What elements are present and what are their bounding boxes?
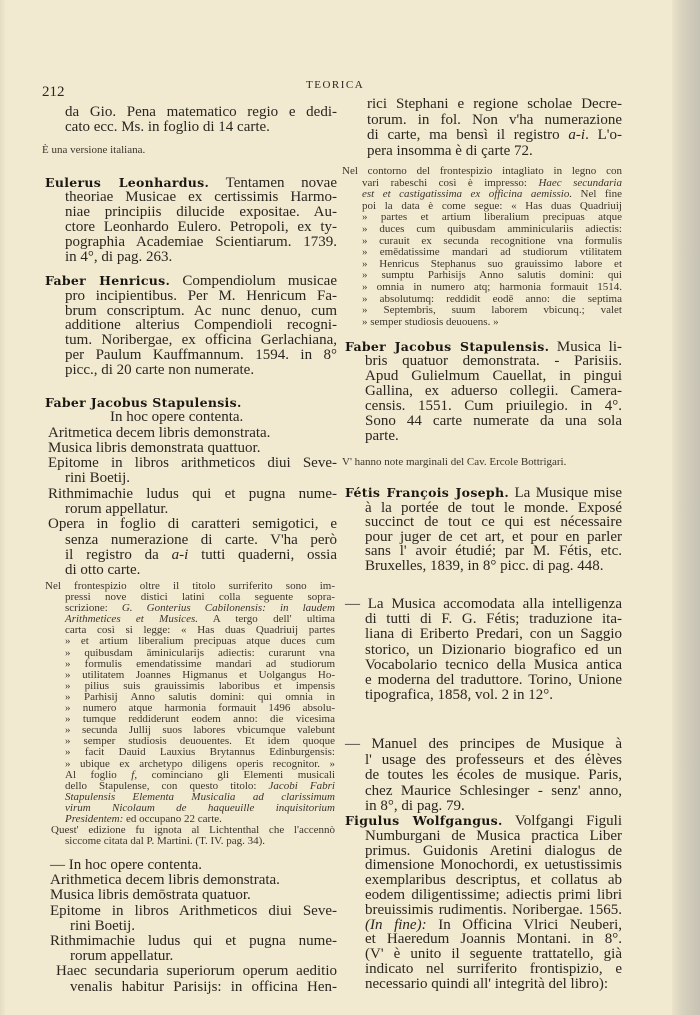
entry-author-heading: Faber Jacobus Stapulensis. xyxy=(345,339,550,354)
line-text: il registro da xyxy=(65,546,172,563)
line-text: additione alterius Compendioli recogni- xyxy=(65,317,337,334)
line-text: Rithmimachie ludus qui et pugna nume- xyxy=(48,485,337,502)
italic-text: a-i xyxy=(568,127,586,144)
line-text: rorum appellatur. xyxy=(70,948,174,965)
page-edge-shadow xyxy=(672,0,700,1015)
text-line xyxy=(50,904,337,919)
italic-text: Presidentem: xyxy=(65,812,124,825)
line-text: Gallina, ex aduerso collegii. Camera- xyxy=(365,383,622,399)
note-bottrigari xyxy=(342,456,622,468)
line-text: » absolutumq: reddidit eodē anno: die septima xyxy=(362,292,622,305)
text-line xyxy=(365,559,622,574)
line-text: Nel contorno del frontespizio intagliato in legno con xyxy=(342,165,622,177)
page-gutter-shadow xyxy=(0,0,6,1015)
line-text: brum conscriptum. Ac nunc denuo, cum xyxy=(65,302,337,319)
line-text: » tumque reddiderunt eodem anno: die vicesima xyxy=(65,713,335,726)
text-line xyxy=(48,487,337,502)
line-text: » Septembris, suum laborem vbicunq.; valet xyxy=(362,304,622,317)
text-line xyxy=(65,205,337,220)
text-line xyxy=(367,128,622,144)
text-line xyxy=(365,658,622,673)
line-text: Sono 44 carte numerate da una sola xyxy=(365,413,622,429)
text-line xyxy=(365,753,622,769)
line-text: venalis habitur Parisijs: in officina Hen- xyxy=(70,978,337,995)
line-text: indicato nel surriferito frontispizio, e xyxy=(365,960,622,977)
text-line xyxy=(65,548,337,563)
text-line xyxy=(50,873,337,888)
entry-second-edition xyxy=(50,858,337,995)
line-text: Epitome in libros arithmeticos diui Seve- xyxy=(48,455,337,472)
entry-author-heading: Figulus Wolfgangus. xyxy=(345,813,503,828)
italic-text: a-i xyxy=(171,546,189,563)
text-line xyxy=(365,414,622,429)
text-line xyxy=(48,517,337,532)
italic-text: Stapulensis Elementa Musicalia ad clarissimum xyxy=(65,790,335,803)
line-text: Quest' edizione fu ignota al Lichtenthal che l'accennò xyxy=(51,824,335,837)
text-line xyxy=(65,533,337,548)
line-text: Musica libris demōstrata quatuor. xyxy=(50,887,251,904)
line-text: chez Maurice Schlesinger - senz' anno, xyxy=(365,782,622,799)
text-line xyxy=(110,410,337,425)
text-line xyxy=(365,515,622,530)
text-line xyxy=(65,289,337,304)
line-text: Arithmetica decem libris demonstrata. xyxy=(50,872,280,889)
text-line xyxy=(345,737,622,753)
text-line xyxy=(345,339,622,354)
line-text: storico, un Dizionario biografico ed un xyxy=(365,641,622,658)
text-line xyxy=(342,456,622,468)
line-text: in 4°, di pag. 263. xyxy=(65,249,173,265)
text-line xyxy=(45,395,337,410)
entry-author-heading: Fétis François Joseph. xyxy=(345,485,509,500)
italic-text: G. Gonterius Cabilonensis: in laudem xyxy=(121,602,335,615)
line-text: liana di Eriberto Predari, con un Saggio xyxy=(365,626,622,643)
line-text: Apud Gulielmum Cauellat, in pingui xyxy=(365,368,622,384)
text-line xyxy=(50,934,337,949)
text-line xyxy=(48,441,337,456)
text-line xyxy=(65,235,337,250)
line-text: Vocabolario tecnico della Musica antica xyxy=(365,656,622,673)
text-line xyxy=(365,530,622,545)
line-text: Al foglio xyxy=(65,768,132,781)
line-text: Nel fine xyxy=(572,188,622,201)
line-text: cato ecc. Ms. in foglio di 14 carte. xyxy=(65,119,270,135)
text-line xyxy=(65,304,337,319)
line-text: Opera in foglio di caratteri semigotici, e xyxy=(48,516,337,533)
italic-text: f xyxy=(131,768,135,781)
text-line xyxy=(65,190,337,205)
line-text: niae principiis dilucide expositae. Au- xyxy=(65,204,337,220)
text-line xyxy=(365,544,622,559)
line-text: pographia Academiae Scientiarum. 1739. xyxy=(65,234,337,250)
line-text: » duces cum quibusdam amminiculariis adiectis: xyxy=(362,222,622,235)
text-line xyxy=(70,919,337,934)
text-line xyxy=(365,643,622,658)
italic-text: (In fine): xyxy=(365,916,427,933)
text-line xyxy=(365,688,622,703)
italic-text: Haec secundaria xyxy=(538,176,622,189)
line-text: breuissimis rudimentis. Noribergae. 1565. xyxy=(365,901,622,918)
entry-pena-continuation xyxy=(45,105,337,135)
text-line xyxy=(367,144,622,160)
text-line xyxy=(45,274,337,289)
page-number: 212 xyxy=(42,84,65,100)
text-line xyxy=(65,318,337,333)
line-text: » Henricus Stephanus suo grauissimo labore et xyxy=(362,257,622,270)
line-text: Musica libris demonstrata quattuor. xyxy=(48,439,261,456)
entry-fetis-la-musica xyxy=(345,597,622,703)
line-text: — La Musica accomodata alla intelligenza xyxy=(345,596,622,612)
italic-text: Jacobi Fabri xyxy=(268,779,335,792)
line-text: Musica li- xyxy=(549,339,622,355)
text-line xyxy=(65,836,335,847)
line-text: exemplaribus descriptus, et collatus ab xyxy=(365,872,622,889)
text-line xyxy=(65,348,337,363)
line-text: Aritmetica decem libris demonstrata. xyxy=(48,424,271,441)
line-text: rini Boetij. xyxy=(65,470,130,487)
line-text: » numero atque harmonia formauit 1496 absolu- xyxy=(65,702,335,715)
line-text: » utilitatem Joannes Higmanus et Uolgangus Ho- xyxy=(65,668,335,681)
italic-text: est et castigatissima ex officina aemissio. xyxy=(362,188,573,201)
line-text: tutti quaderni, ossia xyxy=(188,546,337,563)
line-text: di otto carte. xyxy=(65,562,141,579)
line-text: » omnia in numero atq; harmonia formauit 1514. xyxy=(362,280,622,293)
text-line xyxy=(365,612,622,627)
entry-figulus-wolfgangus xyxy=(345,814,622,992)
text-line xyxy=(48,426,337,441)
text-line xyxy=(50,858,337,873)
line-text: tipografica, 1858, vol. 2 in 12°. xyxy=(365,687,554,704)
line-text: scrizione: xyxy=(65,602,122,615)
text-line xyxy=(42,144,332,156)
text-line xyxy=(70,980,337,995)
line-text: (V' è unito il seguente trattatello, già xyxy=(365,946,622,963)
line-text: » emēdatissime mandari ad studiorum vtilitatem xyxy=(362,246,622,259)
line-text: rici Stephani e regione scholae Decre- xyxy=(367,96,622,112)
line-text: dello Stapulense, con questo titolo: xyxy=(65,779,269,792)
line-text: primus. Guidonis Aretini dialogus de xyxy=(365,842,622,859)
text-line xyxy=(365,354,622,369)
text-line xyxy=(365,369,622,384)
line-text: pro incipientibus. Per M. Henricum Fa- xyxy=(65,287,337,304)
line-text: da Gio. Pena matematico regio e dedi- xyxy=(65,104,337,120)
line-text: ed occupano 22 carte. xyxy=(123,812,222,825)
text-line xyxy=(365,673,622,688)
italic-text: virum Nicolaum de haqueuille inquisitorium xyxy=(65,801,335,814)
line-text: » semper studiosis deuouentes. Et idem quoque xyxy=(65,735,335,748)
line-text: In hoc opere contenta. xyxy=(110,409,244,426)
entry-eulerus-leonhardus xyxy=(45,175,337,265)
text-line xyxy=(65,250,337,265)
line-text: bris quatuor demonstrata. - Parisiis. xyxy=(365,353,622,369)
line-text: rini Boetij. xyxy=(70,917,135,934)
line-text: Numburgani de Musica practica Liber xyxy=(365,827,622,844)
line-text: » et artium liberalium precipuas atque duces cum xyxy=(65,635,335,648)
line-text: pour juger de cet art, et pour en parler xyxy=(365,528,622,545)
line-text: rorum appellatur. xyxy=(65,501,169,518)
text-line xyxy=(365,399,622,414)
line-text: parte. xyxy=(365,428,399,444)
line-text: . L'o- xyxy=(585,127,622,144)
line-text: vari rabeschi così è impresso: xyxy=(362,176,539,189)
entry-author-heading: Faber Jacobus Stapulensis. xyxy=(45,395,242,410)
text-line xyxy=(65,363,337,378)
text-line xyxy=(65,471,337,486)
line-text: à la portée de tout le monde. Exposé xyxy=(365,499,622,516)
line-text: carta così si legge: « Has duas Quadriuij partes xyxy=(65,624,335,637)
text-line xyxy=(365,627,622,642)
line-text: » partes et artium liberalium precipuas atque xyxy=(362,211,622,224)
line-text: » pilius suis grauissimis laboribus et impensis xyxy=(65,679,335,692)
line-text: Haec secundaria superiorum operum aeditio xyxy=(56,963,337,980)
text-line xyxy=(365,888,622,903)
text-line xyxy=(45,175,337,190)
text-line xyxy=(65,333,337,348)
text-line xyxy=(365,873,622,888)
text-line xyxy=(365,829,622,844)
line-text: eodem diligentissime; adiectis primi libri xyxy=(365,886,622,903)
line-text: » facit Dauid Lauxius Brytannus Edinburgensis: xyxy=(65,746,335,759)
line-text: di carte, ma bensì il registro xyxy=(367,127,569,144)
line-text: In Officina Vlrici Neuberi, xyxy=(426,916,622,933)
line-text: de toutes les écoles de musique. Paris, xyxy=(365,767,622,783)
line-text: È una versione italiana. xyxy=(42,144,146,156)
line-text: siccome citata dal P. Martini. (T. IV. pag. 34). xyxy=(65,835,265,848)
line-text: » formulis emendatissime mandari ad studiorum xyxy=(65,657,335,670)
line-text: » curauit ex secunda recognitione vna formulis xyxy=(362,234,622,247)
text-line xyxy=(365,429,622,444)
line-text: , cominciano gli Elementi musicali xyxy=(134,768,335,781)
line-text: Compendiolum musicae xyxy=(170,273,337,289)
text-line xyxy=(365,384,622,399)
line-text: succinct de tout ce qui est nécessaire xyxy=(365,514,622,531)
text-line xyxy=(65,563,337,578)
text-line xyxy=(365,932,622,947)
line-text: poi la data è come segue: « Has duas Quadriuij xyxy=(362,199,622,212)
line-text: dimensione Monochordi, ex uetustissimis xyxy=(365,857,622,874)
text-line xyxy=(56,964,337,979)
text-line xyxy=(345,597,622,612)
line-text: theoriae Musicae ex certissimis Harmo- xyxy=(65,189,337,205)
line-text: e moderna del traduttore. Torino, Unione xyxy=(365,671,622,688)
text-line xyxy=(70,949,337,964)
text-line xyxy=(65,105,337,120)
line-text: Rithmimachie ludus qui et pugna nume- xyxy=(50,932,337,949)
line-text: et Haeredum Joannis Montani. in 8°. xyxy=(365,931,622,948)
entry-author-heading: Faber Henricus. xyxy=(45,273,171,288)
line-text: censis. 1551. Cum priuilegio. in 4°. xyxy=(365,398,622,414)
text-line xyxy=(345,814,622,829)
text-line xyxy=(367,113,622,129)
line-text: pera insomma è di çarte 72. xyxy=(367,143,533,160)
text-line xyxy=(65,220,337,235)
line-text: senza numerazione di carte. V'ha però xyxy=(65,531,337,548)
line-text: Nel frontespizio oltre il titolo surriferito sono im- xyxy=(45,580,335,592)
line-text: necessario quindi all' integrità del libro): xyxy=(365,975,609,992)
line-text: tum. Noribergae, ex officina Gerlachiana, xyxy=(65,332,337,349)
note-contorno-frontespizio xyxy=(342,166,622,328)
entry-author-heading: Eulerus Leonhardus. xyxy=(45,175,210,190)
text-line xyxy=(367,97,622,113)
text-line xyxy=(50,888,337,903)
text-line xyxy=(345,486,622,501)
line-text: sans l' avoir étudié; par M. Fétis, etc. xyxy=(365,543,622,560)
line-text: V' hanno note marginali del Cav. Ercole Bottrigari. xyxy=(342,456,567,468)
line-text: La Musique mise xyxy=(509,485,623,501)
line-text: — Manuel des principes de Musique à xyxy=(345,736,622,752)
line-text: » quibusdam āminicularijs adiectis: curarunt vna xyxy=(65,646,335,659)
text-line xyxy=(365,844,622,859)
line-text: in 8°, di pag. 79. xyxy=(365,798,465,814)
line-text: » sumptu Parhisijs Anno salutis domini: qui xyxy=(362,269,622,282)
text-line xyxy=(65,120,337,135)
line-text: » semper studiosis deuouens. » xyxy=(362,315,499,328)
text-line xyxy=(365,768,622,784)
text-line xyxy=(365,501,622,516)
entry-faber-jacobus-stapulensis xyxy=(45,395,337,579)
text-line xyxy=(365,903,622,918)
running-title: TEORICA xyxy=(306,79,365,91)
line-text: ctore Leonhardo Eulero. Petropoli, ex ty- xyxy=(65,219,337,235)
line-text: Volfgangi Figuli xyxy=(502,813,622,829)
line-text: — In hoc opere contenta. xyxy=(50,857,203,873)
text-line xyxy=(365,962,622,977)
text-line xyxy=(365,858,622,873)
text-line xyxy=(65,502,337,517)
line-text: torum. in fol. Non v'ha numerazione xyxy=(367,111,622,128)
text-line xyxy=(365,977,622,992)
text-line xyxy=(365,947,622,962)
text-line xyxy=(365,918,622,933)
line-text: pressi nove distici latini colla seguente sopra- xyxy=(65,591,335,604)
line-text: Epitome in libros Arithmeticos diui Seve- xyxy=(50,902,337,919)
line-text: di tutti di F. G. Fétis; traduzione ita- xyxy=(365,611,622,628)
line-text: » ubique ex archetypo diligens operis recognitor. » xyxy=(65,757,335,770)
text-line xyxy=(48,456,337,471)
line-text: A tergo dell' ultima xyxy=(197,613,335,626)
text-line xyxy=(365,784,622,800)
line-text: » secunda Jullij suos labores vbicumque valebunt xyxy=(65,724,335,737)
line-text: l' usage des professeurs et des élèves xyxy=(365,751,622,768)
entry-faber-jacobus-musica xyxy=(345,339,622,444)
line-text: Bruxelles, 1839, in 8° picc. di pag. 448. xyxy=(365,557,604,574)
line-text: picc., di 20 carte non numerate. xyxy=(65,361,255,378)
entry-fetis-manuel xyxy=(345,737,622,815)
line-text: per Paulum Kauffmannum. 1594. in 8° xyxy=(65,346,337,363)
note-versione-italiana xyxy=(42,144,332,156)
entry-stephani-continuation xyxy=(347,97,622,160)
line-text: » Parhisij Anno salutis domini: qui omnia in xyxy=(65,690,335,703)
note-frontespizio xyxy=(45,581,335,847)
entry-faber-henricus xyxy=(45,274,337,378)
italic-text: Arithmetices et Musices. xyxy=(65,613,198,626)
line-text: Tentamen novae xyxy=(209,175,337,191)
text-line xyxy=(362,317,622,329)
entry-fetis xyxy=(345,486,622,574)
